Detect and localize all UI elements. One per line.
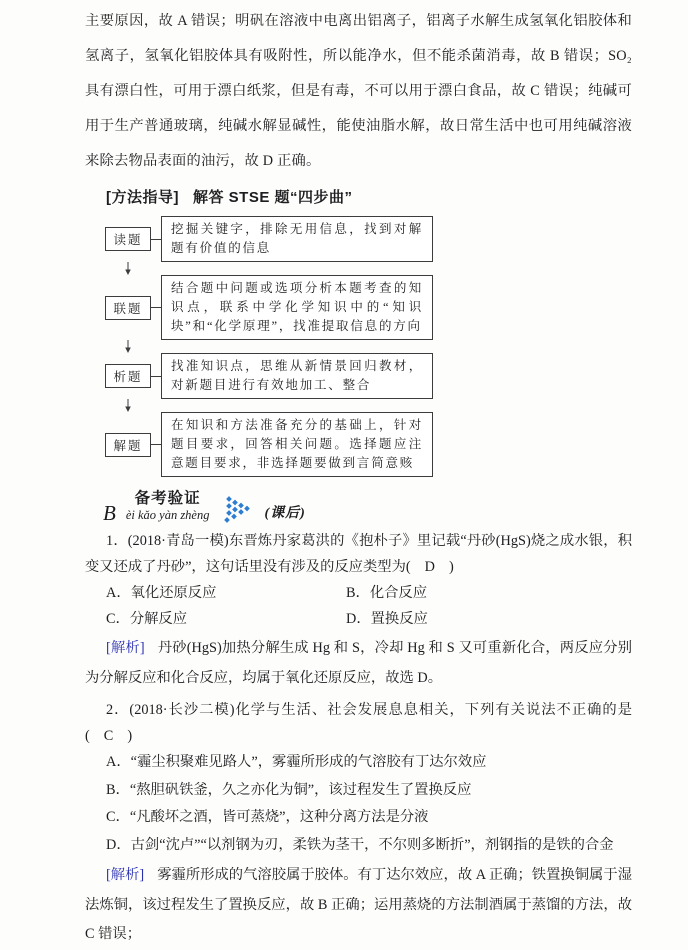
analysis-body: 丹砂(HgS)加热分解生成 Hg 和 S，冷却 Hg 和 S 又可重新化合，两反应分别为分解反应和化合反应，均属于氧化还原反应，故选 D。 xyxy=(85,640,632,686)
question-2-options xyxy=(106,749,632,859)
question-1-stem xyxy=(85,528,632,580)
option-b-key: B． xyxy=(106,781,130,798)
question-1 xyxy=(85,528,632,693)
option-b-text: “熬胆矾铁釜，久之亦化为铜”，该过程发生了置换反应 xyxy=(129,781,472,798)
option-d xyxy=(106,832,632,860)
option-c xyxy=(106,804,632,832)
question-2-answer: C xyxy=(103,728,114,744)
analysis-label: [解析] xyxy=(106,867,145,883)
banner-title-stack xyxy=(126,486,210,522)
option-a xyxy=(106,580,346,606)
question-1-stem-text: 1．(2018·青岛一模)东晋炼丹家葛洪的《抱朴子》里记载“丹砂(HgS)烧之成水银，积变又还成了丹砂”，这句话里没有涉及的反应类型为( xyxy=(85,533,632,575)
option-a-text: “霾尘积聚难见路人”，雾霾所形成的气溶胶有丁达尔效应 xyxy=(130,754,487,770)
option-c-key: C． xyxy=(106,611,130,627)
question-1-options xyxy=(106,580,632,632)
flow-step-2-label: 联题 xyxy=(105,296,151,320)
question-2-analysis xyxy=(85,861,632,950)
connector-line xyxy=(151,307,161,308)
option-d-key: D． xyxy=(346,611,371,627)
question-1-analysis xyxy=(85,634,632,693)
method-guide-title: 解答 STSE 题“四步曲” xyxy=(193,189,353,206)
down-arrow-icon xyxy=(105,262,151,275)
flow-step-1 xyxy=(105,216,632,262)
method-guide-heading xyxy=(85,186,632,207)
question-1-answer: D xyxy=(424,559,435,575)
option-a-key: A． xyxy=(106,754,131,770)
banner-pinyin: èi kǎo yàn zhèng xyxy=(125,508,210,522)
flow-step-4 xyxy=(105,412,632,477)
option-c-text: “凡酸坏之酒，皆可蒸烧”，这种分离方法是分液 xyxy=(129,809,429,825)
option-b-key: B． xyxy=(346,585,370,601)
option-c-key: C． xyxy=(106,809,130,825)
option-b xyxy=(346,580,632,606)
question-2-stem-text: 2．(2018·长沙二模)化学与生活、社会发展息息相关，下列有关说法不正确的是( xyxy=(85,702,632,744)
analysis-body: 雾霾所形成的气溶胶属于胶体。有丁达尔效应，故 A 正确；铁置换铜属于湿法炼铜，该过程发生了置换反应，故 B 正确；运用蒸烧的方法制酒属于蒸馏的方法，故 C 错误； xyxy=(85,867,632,942)
flow-step-1-label: 读题 xyxy=(105,227,151,251)
option-a-text: 氧化还原反应 xyxy=(130,585,217,601)
flow-step-3 xyxy=(105,353,632,399)
down-arrow-icon xyxy=(105,399,151,412)
top-paragraph: 主要原因，故 A 错误；明矾在溶液中电离出铝离子，铝离子水解生成氢氧化铝胶体和氢离子，氢氧化铝胶体具有吸附性，所以能净水，但不能杀菌消毒，故 B 错误；SO₂具有漂白性，可用于漂白纸浆，但是有毒，不可以用于漂白食品，故 C 错误；纯碱可用于生产普通玻璃，纯碱水解显碱性，能使油脂水解，故日常生活中也可用纯碱溶液来除去物品表面的油污，故 D 正确。 xyxy=(85,13,632,169)
banner-title: 备考验证 xyxy=(134,490,201,507)
analysis-label: [解析] xyxy=(106,640,145,656)
banner-tag: (课后) xyxy=(264,506,306,521)
method-guide-label: [方法指导] xyxy=(106,189,179,206)
connector-line xyxy=(151,444,161,445)
option-a xyxy=(106,749,632,777)
flow-step-4-desc: 在知识和方法准备充分的基础上，针对题目要求，回答相关问题。选择题应注意题目要求，非选择题要做到言简意赅 xyxy=(161,412,433,477)
option-a-key: A． xyxy=(106,585,131,601)
option-d-key: D． xyxy=(106,836,131,853)
option-c xyxy=(106,606,346,632)
banner-pinyin-initial: B xyxy=(103,501,116,525)
option-d-text: 古剑“沈卢”“以剂钢为刃，柔铁为茎干，不尔则多断折”，剂钢指的是铁的合金 xyxy=(130,836,614,853)
flow-step-4-label: 解题 xyxy=(105,433,151,457)
option-b xyxy=(106,777,632,805)
option-d xyxy=(346,606,632,632)
down-arrow-icon xyxy=(105,340,151,353)
option-b-text: 化合反应 xyxy=(369,585,428,601)
option-d-text: 置换反应 xyxy=(370,611,428,627)
question-2-stem xyxy=(85,697,632,749)
flow-step-3-desc: 找准知识点，思维从新情景回归教材，对新题目进行有效地加工、整合 xyxy=(161,353,433,399)
option-c-text: 分解反应 xyxy=(129,611,188,627)
section-banner xyxy=(103,486,632,525)
question-1-stem-close: ) xyxy=(448,559,454,575)
flow-step-1-desc: 挖掘关键字，排除无用信息，找到对解题有价值的信息 xyxy=(161,216,433,262)
flow-step-3-label: 析题 xyxy=(105,364,151,388)
dotted-arrow-icon xyxy=(225,492,252,524)
question-2 xyxy=(85,697,632,950)
stse-flowchart xyxy=(105,216,632,477)
flow-step-2-desc: 结合题中问题或选项分析本题考查的知识点，联系中学化学知识中的“知识块”和“化学原理”，找准提取信息的方向 xyxy=(161,275,433,340)
flow-step-2 xyxy=(105,275,632,340)
question-2-stem-close: ) xyxy=(127,728,133,744)
connector-line xyxy=(151,239,161,240)
connector-line xyxy=(151,376,161,377)
